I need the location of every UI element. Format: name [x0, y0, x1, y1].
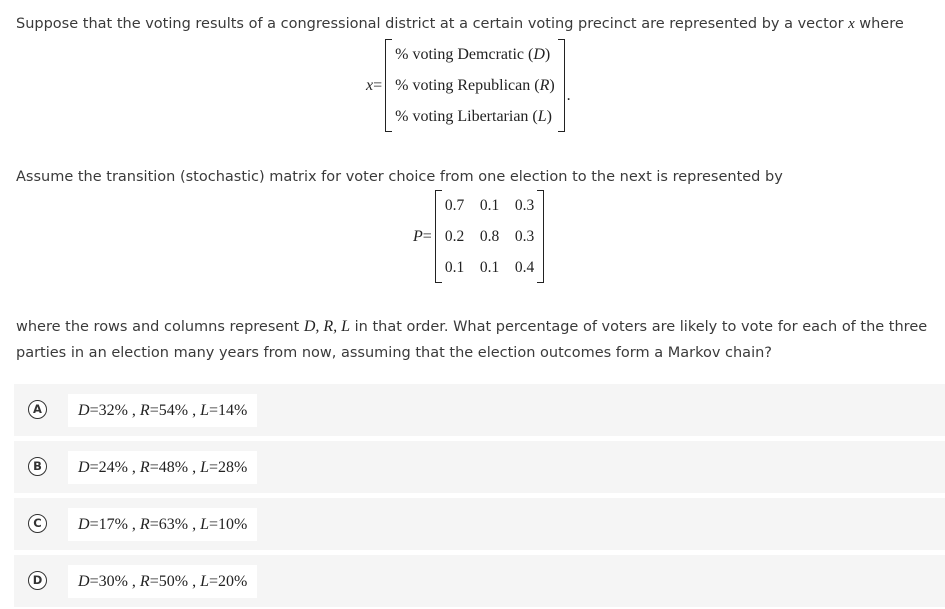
option-b[interactable] [14, 441, 945, 493]
vector-row-republican: % voting Republican (R) [395, 77, 555, 94]
option-letter-circle: C [28, 514, 47, 533]
vector-lhs: x= [366, 76, 383, 94]
matrix-bracket [435, 190, 544, 283]
vector-period: . [566, 86, 571, 104]
question-intro: Suppose that the voting results of a congressional district at a certain voting precinct are represented by a vector x where [16, 16, 904, 32]
matrix-row: 0.7 0.1 0.3 [444, 197, 535, 214]
vector-variable: x [848, 16, 855, 32]
option-a[interactable] [14, 384, 945, 436]
matrix-lhs: P= [413, 227, 432, 245]
vector-bracket [385, 39, 565, 132]
option-d[interactable] [14, 555, 945, 607]
option-answer: D=30% , R=50% , L=20% [68, 565, 257, 598]
matrix-row: 0.1 0.1 0.4 [444, 259, 535, 276]
option-letter-circle: A [28, 400, 47, 419]
option-letter-circle: B [28, 457, 47, 476]
assume-text: Assume the transition (stochastic) matrix for voter choice from one election to the next is represented by [16, 169, 783, 185]
option-answer: D=24% , R=48% , L=28% [68, 451, 257, 484]
matrix-p [413, 190, 544, 283]
option-c[interactable] [14, 498, 945, 550]
option-letter-circle: D [28, 571, 47, 590]
matrix-row: 0.2 0.8 0.3 [444, 228, 535, 245]
vector-row-libertarian: % voting Libertarian (L) [395, 108, 552, 125]
where-text: where the rows and columns represent D, R, L in that order. What percentage of voters are likely to vote for each of the three parties in an election many years from now, assuming that the election outcomes form a Markov chain? [16, 318, 928, 361]
vector-x [366, 39, 574, 132]
option-answer: D=17% , R=63% , L=10% [68, 508, 257, 541]
vector-row-democratic: % voting Demcratic (D) [395, 46, 551, 63]
option-answer: D=32% , R=54% , L=14% [68, 394, 257, 427]
